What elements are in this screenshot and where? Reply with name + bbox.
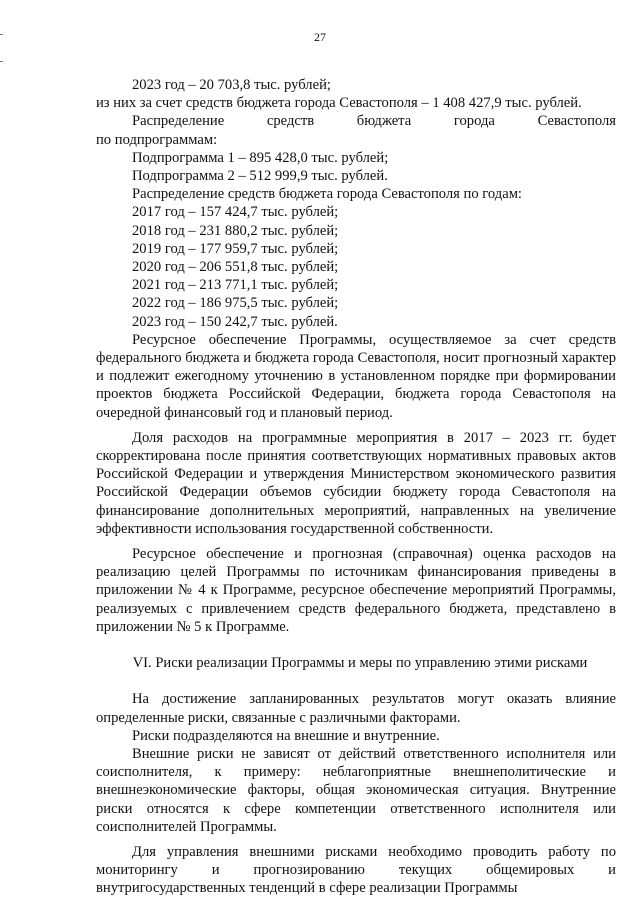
year-line: 2020 год – 206 551,8 тыс. рублей; (132, 259, 339, 276)
external-risks-paragraph: Внешние риски не зависят от действий ответственного исполнителя или соисполнителя, к примеру: неблагоприятные внешнеполитические и внешнеэкономические факторы, общая экономическая ситуация. Внутренние риски относятся к сфере компетенции ответственного исполнителя или соисполнителей Программы. (96, 745, 616, 835)
distribution-by-years-line: Распределение средств бюджета города Севастополя по годам: (132, 186, 522, 203)
resource-forecast-paragraph: Ресурсное обеспечение Программы, осуществляемое за счет средств федерального бюджета и бюджета города Севастополя, носит прогнозный характер и подлежит ежегодному уточнению в установленном порядке при формировании проектов бюджета Российской Федерации, бюджета города Севастополя на очередной финансовый год и плановый период. (96, 331, 616, 421)
margin-mark (0, 61, 3, 62)
budget-line-sevastopol-total: из них за счет средств бюджета города Севастополя – 1 408 427,9 тыс. рублей. (96, 95, 582, 112)
year-line: 2019 год – 177 959,7 тыс. рублей; (132, 240, 339, 257)
budget-distribution-line: Распределение средств бюджета города Севастополя (132, 113, 616, 130)
year-line: 2017 год – 157 424,7 тыс. рублей; (132, 204, 339, 221)
budget-line-2023: 2023 год – 20 703,8 тыс. рублей; (132, 77, 331, 93)
risk-influence-paragraph: На достижение запланированных результатов могут оказать влияние определенные риски, связанные с различными факторами. (96, 691, 616, 726)
year-line: 2022 год – 186 975,5 тыс. рублей; (132, 295, 339, 312)
subprogram-1-line: Подпрограмма 1 – 895 428,0 тыс. рублей; (132, 149, 389, 166)
budget-distribution-line-end: по подпрограммам: (96, 131, 218, 148)
risk-management-paragraph: Для управления внешними рисками необходимо проводить работу по мониторингу и прогнозированию текущих общемировых и внутригосударственных тенденций в сфере реализации Программы (96, 843, 616, 897)
section-heading: VI. Риски реализации Программы и меры по управлению этими рисками (132, 655, 588, 672)
page-number: 27 (314, 30, 326, 44)
year-line: 2021 год – 213 771,1 тыс. рублей; (132, 277, 339, 294)
year-line: 2018 год – 231 880,2 тыс. рублей; (132, 222, 339, 239)
year-line: 2023 год – 150 242,7 тыс. рублей. (132, 313, 338, 330)
risk-split-paragraph: Риски подразделяются на внешние и внутренние. (132, 727, 440, 744)
resource-estimate-paragraph: Ресурсное обеспечение и прогнозная (справочная) оценка расходов на реализацию целей Программы по источникам финансирования приведены в приложении № 4 к Программе, ресурсное обеспечение мероприятий Программы, реализуемых с привлечением средств федерального бюджета, представлено в приложении № 5 к Программе. (96, 546, 616, 635)
subprogram-2-line: Подпрограмма 2 – 512 999,9 тыс. рублей. (132, 168, 388, 185)
share-adjust-paragraph: Доля расходов на программные мероприятия в 2017 – 2023 гг. будет скорректирована после принятия соответствующих нормативных правовых актов Российской Федерации и утверждения Министерством экономического развития Российской Федерации объемов субсидии бюджету города Севастополя на финансирование дополнительных мероприятий, направленных на увеличение эффективности использования государственной собственности. (96, 429, 616, 537)
document-body (96, 76, 616, 898)
